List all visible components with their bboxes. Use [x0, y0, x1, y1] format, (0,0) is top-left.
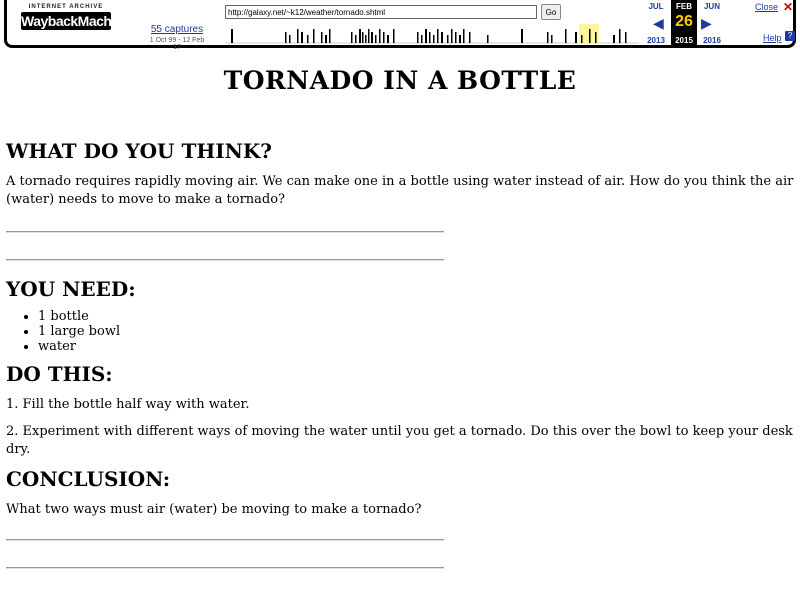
capture-bar[interactable] — [463, 29, 465, 43]
list-item: • 1 bottle — [38, 309, 794, 324]
capture-bar[interactable] — [487, 35, 489, 43]
go-button[interactable]: Go — [541, 4, 561, 20]
capture-bar[interactable] — [613, 35, 615, 43]
prev-year: 2013 — [647, 36, 665, 45]
url-input[interactable]: http://galaxy.net/~k12/weather/tornado.shtml — [225, 5, 537, 19]
page-content — [6, 60, 794, 569]
capture-bar[interactable] — [565, 29, 567, 43]
logo-main-text: WaybackMachine — [21, 13, 131, 29]
next-year: 2016 — [703, 36, 721, 45]
wayback-logo[interactable] — [21, 4, 131, 40]
capture-bar[interactable] — [417, 32, 419, 43]
capture-bar[interactable] — [387, 35, 389, 43]
wayback-toolbar — [4, 0, 796, 51]
capture-bar[interactable] — [368, 29, 370, 43]
capture-bar[interactable] — [307, 35, 309, 43]
close-icon[interactable]: ✕ — [783, 0, 794, 14]
conclusion-heading: CONCLUSION: — [6, 467, 171, 491]
calendar-nav — [639, 0, 729, 46]
capture-bar[interactable] — [441, 32, 443, 43]
need-heading: YOU NEED: — [6, 277, 136, 301]
capture-bar[interactable] — [329, 29, 331, 43]
capture-bar[interactable] — [301, 32, 303, 43]
close-link[interactable]: Close — [755, 2, 779, 12]
capture-bar[interactable] — [521, 29, 523, 43]
captures-link[interactable]: 55 captures — [150, 24, 204, 35]
think-text: A tornado requires rapidly moving air. We can make one in a bottle using water instead of air. How do you think the air (water) needs to move to make a tornado? — [6, 174, 794, 207]
list-item: • water — [38, 339, 794, 354]
capture-bar[interactable] — [625, 32, 627, 43]
answer-line-2 — [6, 259, 444, 261]
capture-bar[interactable] — [551, 35, 553, 43]
capture-bar[interactable] — [362, 32, 364, 43]
capture-bar[interactable] — [297, 29, 299, 43]
capture-bar[interactable] — [425, 29, 427, 43]
help-link[interactable]: Help — [763, 33, 782, 43]
capture-bar[interactable] — [325, 35, 327, 43]
logo-top-text: INTERNET ARCHIVE — [28, 4, 104, 10]
capture-bar[interactable] — [383, 32, 385, 43]
capture-bar[interactable] — [459, 35, 461, 43]
capture-bar[interactable] — [433, 35, 435, 43]
capture-bar[interactable] — [437, 29, 439, 43]
next-month-link[interactable] — [699, 0, 725, 45]
capture-bar[interactable] — [469, 32, 471, 43]
cur-month: FEB — [676, 2, 692, 11]
step-1: 1. Fill the bottle half way with water. — [6, 397, 250, 412]
capture-bar[interactable] — [619, 29, 621, 43]
capture-bar[interactable] — [351, 32, 353, 43]
capture-bar[interactable] — [451, 29, 453, 43]
answer-line-4 — [6, 567, 444, 569]
help-icon[interactable]: ? — [785, 31, 795, 41]
cur-year: 2015 — [675, 36, 693, 45]
capture-bar[interactable] — [359, 29, 361, 43]
cur-day: 26 — [675, 13, 693, 30]
capture-bar[interactable] — [313, 29, 315, 43]
prev-month-link[interactable] — [643, 0, 669, 45]
capture-bar[interactable] — [231, 29, 233, 43]
do-heading: DO THIS: — [6, 362, 113, 386]
next-month: JUN — [703, 2, 720, 11]
capture-bar[interactable] — [447, 35, 449, 43]
answer-line-3 — [6, 539, 444, 541]
capture-bar[interactable] — [355, 35, 357, 43]
capture-bar[interactable] — [581, 35, 583, 43]
capture-bar[interactable] — [575, 32, 577, 43]
current-date — [671, 0, 697, 46]
capture-bar[interactable] — [321, 32, 323, 43]
capture-bar[interactable] — [289, 35, 291, 43]
prev-month: JUL — [648, 2, 664, 11]
answer-line-1 — [6, 231, 444, 233]
capture-sparkline[interactable] — [225, 24, 639, 44]
right-arrow-icon[interactable]: ▶ — [701, 15, 712, 31]
step-2: 2. Experiment with different ways of moving the water until you get a tornado. Do this over the bowl to keep your desk dry. — [6, 424, 793, 457]
capture-bar[interactable] — [429, 32, 431, 43]
capture-bar[interactable] — [547, 32, 549, 43]
conclusion-text: What two ways must air (water) be moving to make a tornado? — [6, 502, 422, 517]
need-list — [6, 309, 794, 354]
captures-range: 1 Oct 99 - 12 Feb 17 — [149, 37, 205, 51]
list-item: • 1 large bowl — [38, 324, 794, 339]
capture-bar[interactable] — [285, 32, 287, 43]
capture-bar[interactable] — [595, 32, 597, 43]
capture-bar[interactable] — [375, 35, 377, 43]
left-arrow-icon[interactable]: ◀ — [653, 15, 664, 31]
think-heading: WHAT DO YOU THINK? — [6, 139, 272, 163]
capture-bar[interactable] — [455, 32, 457, 43]
capture-bar[interactable] — [393, 29, 395, 43]
capture-bar[interactable] — [421, 35, 423, 43]
page-title: TORNADO IN A BOTTLE — [223, 66, 577, 95]
captures-info — [145, 24, 209, 51]
capture-bar[interactable] — [371, 32, 373, 43]
capture-bar[interactable] — [589, 29, 591, 43]
capture-bar[interactable] — [365, 35, 367, 43]
capture-bar[interactable] — [379, 29, 381, 43]
